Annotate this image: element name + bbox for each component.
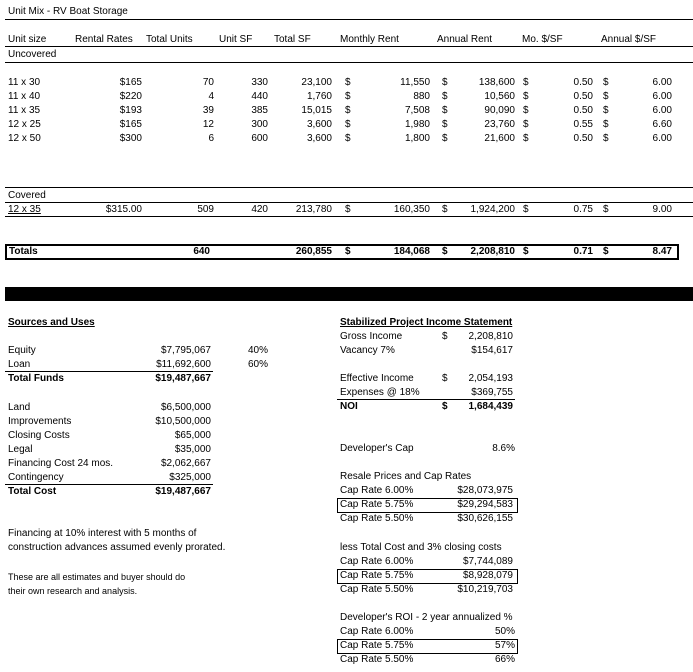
currency-sign: $ [345,77,351,88]
cell-annual-sf: 6.00 [652,91,672,102]
cell-rate: $165 [119,77,142,88]
gross-label: Gross Income [340,331,403,342]
cell-monthly: 1,800 [404,133,430,144]
currency-sign: $ [603,133,609,144]
loan-label: Loan [8,359,31,370]
currency-sign: $ [442,77,448,88]
currency-sign: $ [345,91,351,102]
cell-monthly: 160,350 [393,204,430,215]
cell-units: 509 [197,204,214,215]
currency-sign: $ [523,204,529,215]
cap-rate-label: Cap Rate 5.50% [340,584,414,595]
section-divider [5,287,693,301]
cell-annual-sf: 6.60 [652,119,672,130]
cell-rate: $193 [119,105,142,116]
cell-unit-sf: 420 [251,204,268,215]
equity-pct: 40% [247,345,268,356]
header-mo-sf: Mo. $/SF [522,34,563,45]
currency-sign: $ [523,91,529,102]
cell-unit-sf: 330 [251,77,268,88]
disclaimer: These are all estimates and buyer should do [8,572,186,582]
dev-cap-value: 8.6% [492,443,515,454]
currency-sign: $ [523,119,529,130]
cell-annual: 2,208,810 [470,246,515,257]
header-rental-rates: Rental Rates [75,34,133,45]
cell-size: 12 x 25 [8,119,41,130]
cell-size: 12 x 50 [8,133,41,144]
cell-rate: $315.00 [105,204,142,215]
cell-units: 640 [193,246,210,257]
cell-size: 11 x 40 [8,91,41,102]
equity-label: Equity [8,345,36,356]
cell-mo-sf: 0.50 [573,133,593,144]
resale-value: $30,626,155 [457,513,513,524]
cell-units: 4 [208,91,214,102]
currency-sign: $ [442,204,448,215]
currency-sign: $ [442,91,448,102]
total-cost-value: $19,487,667 [155,486,211,497]
cell-total-sf: 23,100 [301,77,332,88]
cell-mo-sf: 0.50 [573,105,593,116]
header-annual-sf: Annual $/SF [601,34,657,45]
resale-value: $29,294,583 [457,499,513,510]
roi-value: 57% [494,640,515,651]
totals-label: Totals [9,246,38,257]
cell-annual-sf: 6.00 [652,77,672,88]
cell-monthly: 7,508 [404,105,430,116]
cap-rate-label: Cap Rate 6.00% [340,485,414,496]
resale-value: $28,073,975 [457,485,513,496]
cell-annual-sf: 6.00 [652,105,672,116]
gross-value: 2,208,810 [468,331,513,342]
cap-rate-label: Cap Rate 5.50% [340,654,414,665]
less-title: less Total Cost and 3% closing costs [340,542,502,553]
cell-annual: 138,600 [478,77,515,88]
header-unit-sf: Unit SF [219,34,253,45]
currency-sign: $ [603,246,609,257]
header-total-units: Total Units [146,34,193,45]
cell-units: 12 [202,119,214,130]
header-unit-size: Unit size [8,34,47,45]
less-value: $10,219,703 [457,584,513,595]
covered-rule [5,187,693,188]
use-label: Improvements [8,416,72,427]
noi-rule [337,399,515,400]
noi-value: 1,684,439 [468,401,513,412]
currency-sign: $ [345,246,351,257]
currency-sign: $ [345,133,351,144]
total-funds-label: Total Funds [8,373,64,384]
covered-label: Covered [8,190,46,201]
currency-sign: $ [442,119,448,130]
use-label: Closing Costs [8,430,70,441]
effective-value: 2,054,193 [468,373,513,384]
currency-sign: $ [603,204,609,215]
cell-total-sf: 3,600 [306,133,332,144]
cell-size: 12 x 35 [8,204,41,215]
currency-sign: $ [442,133,448,144]
currency-sign: $ [523,133,529,144]
cell-rate: $300 [119,133,142,144]
cost-rule [5,484,213,485]
financing-note: Financing at 10% interest with 5 months of [8,528,197,539]
cell-monthly: 1,980 [404,119,430,130]
expenses-value: $369,755 [471,387,513,398]
cell-size: 11 x 30 [8,77,41,88]
currency-sign: $ [523,246,529,257]
header-annual-rent: Annual Rent [437,34,493,45]
currency-sign: $ [523,105,529,116]
header-rule [5,46,693,47]
cell-annual: 90,090 [484,105,515,116]
cell-rate: $165 [119,119,142,130]
roi-value: 66% [494,654,515,665]
cap-rate-label: Cap Rate 6.00% [340,626,414,637]
vacancy-label: Vacancy 7% [340,345,395,356]
cell-monthly: 11,550 [400,77,430,88]
cell-units: 70 [202,77,214,88]
currency-sign: $ [442,331,448,342]
cap-rate-label: Cap Rate 6.00% [340,556,414,567]
cell-mo-sf: 0.71 [573,246,593,257]
use-label: Legal [8,444,33,455]
total-cost-label: Total Cost [8,486,57,497]
cell-units: 6 [208,133,214,144]
cell-total-sf: 213,780 [295,204,332,215]
cell-annual: 23,760 [484,119,515,130]
currency-sign: $ [442,246,448,257]
cell-total-sf: 1,760 [306,91,332,102]
cell-mo-sf: 0.75 [573,204,593,215]
equity-value: $7,795,067 [160,345,211,356]
title-rule [5,19,693,20]
effective-label: Effective Income [340,373,414,384]
resale-title: Resale Prices and Cap Rates [340,471,472,482]
cell-mo-sf: 0.50 [573,77,593,88]
sources-title: Sources and Uses [8,317,95,328]
currency-sign: $ [523,77,529,88]
header-monthly-rent: Monthly Rent [340,34,399,45]
use-value: $2,062,667 [160,458,211,469]
cell-annual-sf: 6.00 [652,133,672,144]
less-value: $8,928,079 [462,570,513,581]
cell-rate: $220 [119,91,142,102]
cap-rate-label: Cap Rate 5.75% [340,640,414,651]
less-value: $7,744,089 [462,556,513,567]
cell-monthly: 184,068 [393,246,430,257]
disclaimer: their own research and analysis. [8,586,138,596]
use-value: $10,500,000 [155,416,211,427]
noi-label: NOI [340,401,358,412]
currency-sign: $ [345,105,351,116]
cell-size: 11 x 35 [8,105,41,116]
cap-rate-label: Cap Rate 5.75% [340,499,414,510]
uncovered-rule [5,62,693,63]
loan-pct: 60% [247,359,268,370]
cap-rate-label: Cap Rate 5.50% [340,513,414,524]
loan-value: $11,692,600 [156,359,211,370]
cell-monthly: 880 [413,91,430,102]
vacancy-value: $154,617 [471,345,513,356]
currency-sign: $ [442,105,448,116]
currency-sign: $ [603,105,609,116]
currency-sign: $ [442,373,448,384]
covered-rule-2 [5,202,693,203]
cell-total-sf: 15,015 [301,105,332,116]
total-funds-value: $19,487,667 [155,373,211,384]
cell-unit-sf: 300 [251,119,268,130]
currency-sign: $ [442,401,448,412]
cell-unit-sf: 440 [251,91,268,102]
cell-annual: 10,560 [484,91,515,102]
cell-units: 39 [202,105,214,116]
header-total-sf: Total SF [274,34,311,45]
cell-annual-sf: 8.47 [652,246,672,257]
cell-mo-sf: 0.55 [573,119,593,130]
cell-annual: 1,924,200 [470,204,515,215]
roi-value: 50% [494,626,515,637]
cell-total-sf: 260,855 [295,246,332,257]
expenses-label: Expenses @ 18% [340,387,420,398]
cell-annual-sf: 9.00 [652,204,672,215]
currency-sign: $ [345,204,351,215]
use-value: $325,000 [169,472,211,483]
financing-note: construction advances assumed evenly prorated. [8,542,226,553]
funds-rule [5,371,213,372]
use-value: $65,000 [174,430,211,441]
uncovered-label: Uncovered [8,49,57,60]
cell-annual: 21,600 [484,133,515,144]
use-label: Contingency [8,472,64,483]
use-label: Land [8,402,31,413]
use-value: $6,500,000 [160,402,211,413]
use-label: Financing Cost 24 mos. [8,458,114,469]
cap-rate-label: Cap Rate 5.75% [340,570,414,581]
currency-sign: $ [603,77,609,88]
currency-sign: $ [345,119,351,130]
dev-cap-label: Developer's Cap [340,443,414,454]
currency-sign: $ [603,91,609,102]
use-value: $35,000 [174,444,211,455]
sheet-title: Unit Mix - RV Boat Storage [8,6,128,17]
income-title: Stabilized Project Income Statement [340,317,513,328]
roi-title: Developer's ROI - 2 year annualized % [340,612,513,623]
cell-unit-sf: 385 [251,105,268,116]
cell-unit-sf: 600 [251,133,268,144]
currency-sign: $ [603,119,609,130]
covered-bottom-rule [5,216,693,217]
cell-mo-sf: 0.50 [573,91,593,102]
cell-total-sf: 3,600 [306,119,332,130]
